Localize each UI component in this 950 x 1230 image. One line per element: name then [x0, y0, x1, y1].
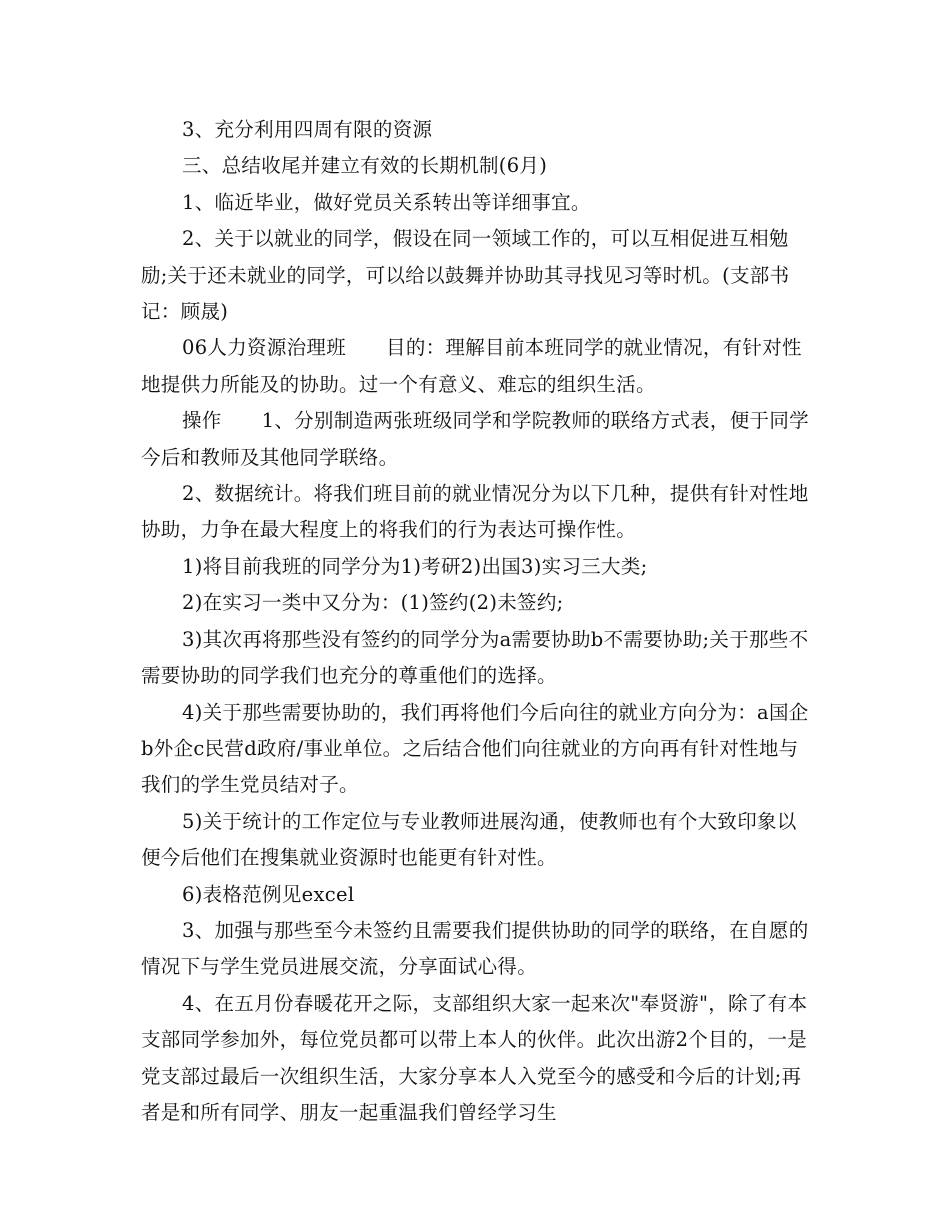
list-item-6: 6)表格范例见excel: [182, 882, 355, 906]
paragraph-class-goal: [141, 330, 813, 403]
operation-label: 操作: [182, 409, 222, 433]
operation-contact-text: 1、分别制造两张班级同学和学院教师的联络方式表，便于同学今后和教师及其他同学联络。: [141, 409, 809, 469]
paragraph-operation-contact: [141, 403, 813, 476]
list-item-1: 1)将目前我班的同学分为1)考研2)出国3)实习三大类;: [182, 554, 648, 578]
paragraph-resources: 3、充分利用四周有限的资源: [182, 118, 433, 141]
document-body: [141, 112, 813, 1131]
class-goal-text: 目的：理解目前本班同学的就业情况，有针对性地提供力所能及的协助。过一个有意义、难忘的组织生活。: [141, 336, 802, 396]
paragraph-communication: 3、加强与那些至今未签约且需要我们提供协助的同学的联络，在自愿的情况下与学生党员进展交流，分享面试心得。: [141, 918, 809, 979]
paragraph-spring-trip: 4、在五月份春暖花开之际，支部组织大家一起来次"奉贤游"，除了有本支部同学参加外，每位党员都可以带上本人的伙伴。此次出游2个目的，一是党支部过最后一次组织生活，大家分享本人入党至今的感受和今后的计划;再者是和所有同学、朋友一起重温我们曾经学习生: [141, 991, 808, 1124]
paragraph-data-statistics: 2、数据统计。将我们班目前的就业情况分为以下几种，提供有针对性地协助，力争在最大程度上的将我们的行为表达可操作性。: [141, 482, 809, 542]
list-item-3: 3)其次再将那些没有签约的同学分为a需要协助b不需要协助;关于那些不需要协助的同学我们也充分的尊重他们的选择。: [141, 627, 809, 688]
list-item-2: 2)在实习一类中又分为：(1)签约(2)未签约;: [182, 591, 564, 615]
list-item-5: 5)关于统计的工作定位与专业教师进展沟通，使教师也有个大致印象以便今后他们在搜集就业资源时也能更有针对性。: [141, 809, 797, 870]
section-heading-summary: 三、总结收尾并建立有效的长期机制(6月): [182, 154, 548, 178]
class-name: 06人力资源治理班: [182, 336, 347, 360]
list-item-4: 4)关于那些需要协助的，我们再将他们今后向往的就业方向分为：a国企b外企c民营d政府/事业单位。之后结合他们向往就业的方向再有针对性地与我们的学生党员结对子。: [141, 700, 809, 797]
paragraph-graduation: 1、临近毕业，做好党员关系转出等详细事宜。: [182, 190, 591, 214]
paragraph-employment-support: 2、关于以就业的同学，假设在同一领域工作的，可以互相促进互相勉励;关于还未就业的同学，可以给以鼓舞并协助其寻找见习等时机。(支部书记：顾晟): [141, 227, 790, 324]
